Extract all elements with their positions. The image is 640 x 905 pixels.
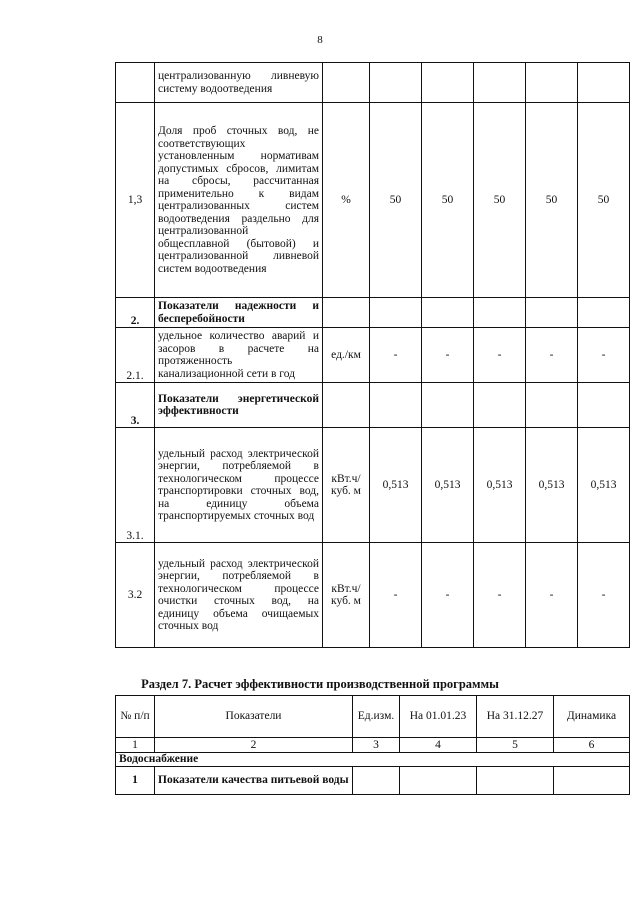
value-cell: - [370,328,422,383]
value-cell: - [474,328,526,383]
table-row [116,543,630,648]
unit-cell: % [323,103,370,298]
table-row [116,767,630,795]
row-number: 3.1. [116,428,155,543]
header-dynamics: Динамика [554,696,630,738]
value-cell [474,383,526,428]
indicator-name: централизованную ливневую систему водоотведения [155,63,323,103]
unit-cell [323,298,370,328]
header-indicators: Показатели [155,696,353,738]
indicator-name: удельное количество аварий и засоров в расчете на протяженность канализационной сети в год [155,328,323,383]
value-cell: - [578,328,630,383]
table-row [116,103,630,298]
table-row [116,63,630,103]
unit-cell: ед./км [323,328,370,383]
table-row [116,328,630,383]
col-number: 2 [155,738,353,753]
value-cell: 0,513 [422,428,474,543]
value-cell [578,383,630,428]
value-cell [370,63,422,103]
indicator-name: Показатели надежности и бесперебойности [155,298,323,328]
row-number: 2. [116,298,155,328]
row-cell [477,767,554,795]
value-cell [422,298,474,328]
value-cell: 0,513 [526,428,578,543]
value-cell [526,298,578,328]
value-cell: 0,513 [578,428,630,543]
row-name: Показатели качества питьевой воды [155,767,353,795]
value-cell [422,63,474,103]
value-cell: - [526,328,578,383]
header-num: № п/п [116,696,155,738]
value-cell: - [578,543,630,648]
row-number [116,63,155,103]
column-number-row [116,738,630,753]
value-cell [578,298,630,328]
row-number: 2.1. [116,328,155,383]
table-row [116,298,630,328]
table-row [116,383,630,428]
row-cell [400,767,477,795]
row-cell [353,767,400,795]
unit-cell: кВт.ч/куб. м [323,543,370,648]
value-cell [474,63,526,103]
indicators-table [115,62,630,648]
header-date-end: На 31.12.27 [477,696,554,738]
value-cell: - [422,328,474,383]
section7-title: Раздел 7. Расчет эффективности производственной программы [141,677,499,691]
value-cell: - [370,543,422,648]
unit-cell [323,63,370,103]
value-cell [526,383,578,428]
col-number: 4 [400,738,477,753]
value-cell [578,63,630,103]
table-row [116,428,630,543]
value-cell: 50 [370,103,422,298]
value-cell: - [526,543,578,648]
value-cell [526,63,578,103]
col-number: 6 [554,738,630,753]
page-number: 8 [317,34,323,46]
value-cell: 50 [578,103,630,298]
unit-cell [323,383,370,428]
value-cell: 0,513 [474,428,526,543]
indicator-name: удельный расход электрической энергии, потребляемой в технологическом процессе очистки сточных вод, на единицу объема очищаемых сточных вод [155,543,323,648]
group-label: Водоснабжение [116,753,630,767]
header-row [116,696,630,738]
row-number: 1,3 [116,103,155,298]
row-cell [554,767,630,795]
row-number: 3. [116,383,155,428]
indicator-name: Доля проб сточных вод, не соответствующих установленным нормативам допустимых сбросов, лимитам на сбросы, рассчитанная применительно к видам централизованных систем водоотведения раздельно для централизованной общесплавной (бытовой) и централизованной ливневой систем водоотведения [155,103,323,298]
value-cell: 50 [474,103,526,298]
group-row [116,753,630,767]
header-date-start: На 01.01.23 [400,696,477,738]
row-num: 1 [116,767,155,795]
value-cell: - [474,543,526,648]
col-number: 3 [353,738,400,753]
value-cell: 0,513 [370,428,422,543]
value-cell [370,383,422,428]
value-cell: - [422,543,474,648]
value-cell [474,298,526,328]
value-cell [422,383,474,428]
indicator-name: Показатели энергетической эффективности [155,383,323,428]
unit-cell: кВт.ч/куб. м [323,428,370,543]
indicator-name: удельный расход электрической энергии, потребляемой в технологическом процессе транспортировки сточных вод, на единицу объема транспортируемых сточных вод [155,428,323,543]
row-number: 3.2 [116,543,155,648]
col-number: 1 [116,738,155,753]
col-number: 5 [477,738,554,753]
efficiency-table [115,695,630,795]
value-cell: 50 [422,103,474,298]
value-cell [370,298,422,328]
value-cell: 50 [526,103,578,298]
header-unit: Ед.изм. [353,696,400,738]
